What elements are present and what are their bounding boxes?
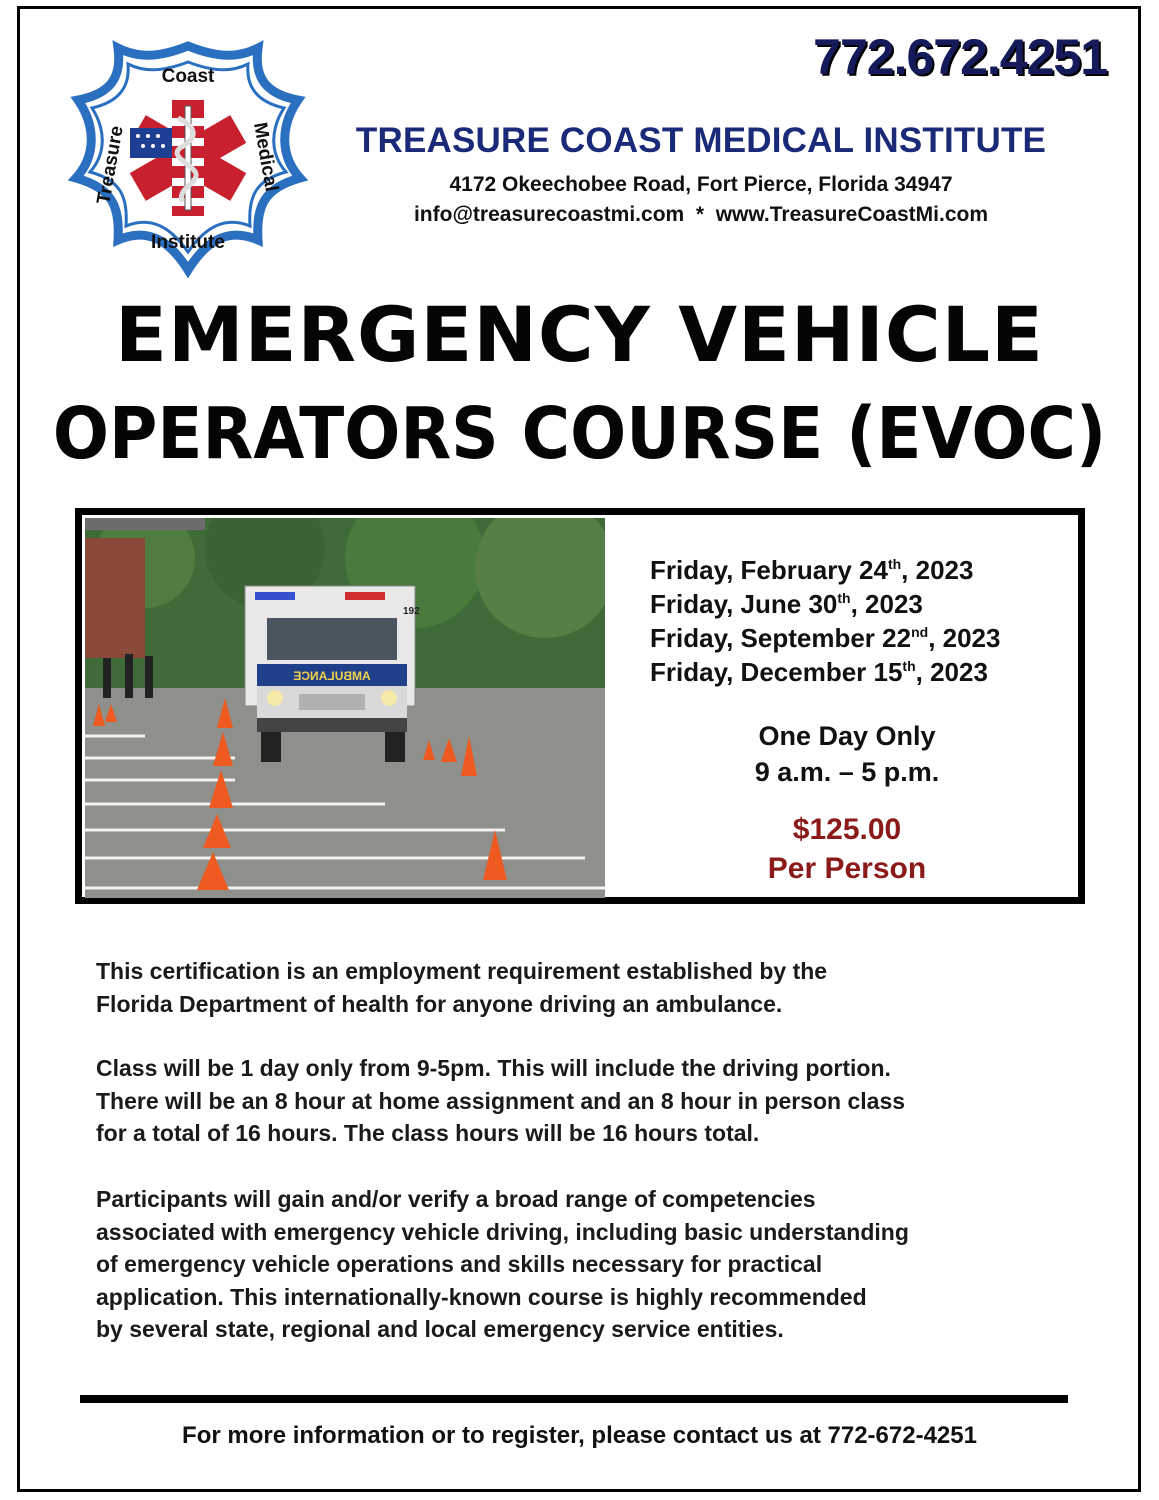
maltese-cross-logo-icon: [68, 38, 308, 278]
course-title-line2: OPERATORS COURSE (EVOC): [52, 391, 1107, 476]
paragraph-line: by several state, regional and local emergency service entities.: [96, 1316, 784, 1342]
course-price: $125.00: [792, 813, 902, 846]
course-price-unit: Per Person: [767, 852, 927, 885]
paragraph-line: Florida Department of health for anyone driving an ambulance.: [96, 990, 783, 1017]
institute-name: TREASURE COAST MEDICAL INSTITUTE: [355, 121, 1047, 160]
paragraph-line: Class will be 1 day only from 9-5pm. This will include the driving portion.: [96, 1055, 891, 1081]
paragraph-line: of emergency vehicle operations and skills necessary for practical: [96, 1251, 823, 1277]
institute-address: 4172 Okeechobee Road, Fort Pierce, Florida 34947: [449, 173, 953, 196]
ambulance-unit-number: 192: [403, 606, 420, 617]
paragraph-line: application. This internationally-known course is highly recommended: [96, 1283, 867, 1310]
course-hours: 9 a.m. – 5 p.m.: [754, 757, 940, 787]
paragraph-certification: [96, 955, 1086, 1020]
logo-word-institute: Institute: [151, 232, 225, 253]
institute-logo: [68, 38, 308, 278]
course-dates: [650, 553, 1000, 689]
ambulance-photo: [85, 518, 605, 898]
course-date-4: Friday, December 15th, 2023: [650, 657, 988, 687]
paragraph-line: associated with emergency vehicle driving, including basic understanding: [96, 1218, 909, 1245]
course-info-box: [75, 508, 1085, 904]
course-title-line1: EMERGENCY VEHICLE: [115, 290, 1044, 379]
header-phone: 772.672.4251: [813, 29, 1107, 85]
paragraph-competencies: [96, 1183, 1086, 1346]
course-date-1: Friday, February 24th, 2023: [650, 555, 974, 585]
institute-contact: info@treasurecoastmi.com * www.TreasureCoastMi.com: [413, 203, 989, 226]
course-duration: One Day Only: [758, 721, 936, 751]
paragraph-line: for a total of 16 hours. The class hours will be 16 hours total.: [96, 1120, 760, 1146]
paragraph-line: This certification is an employment requirement established by the: [96, 958, 828, 984]
logo-word-medical: Medical: [249, 120, 282, 194]
ambulance-label: AMBULANCE: [293, 669, 371, 683]
course-date-2: Friday, June 30th, 2023: [650, 589, 923, 619]
logo-word-coast: Coast: [161, 66, 215, 87]
footer-contact: For more information or to register, please contact us at 772-672-4251: [182, 1422, 977, 1449]
paragraph-line: There will be an 8 hour at home assignment and an 8 hour in person class: [96, 1087, 906, 1114]
logo-word-treasure: Treasure: [93, 124, 128, 206]
paragraph-line: Participants will gain and/or verify a broad range of competencies: [96, 1186, 816, 1212]
paragraph-class-details: [96, 1052, 1086, 1150]
course-date-3: Friday, September 22nd, 2023: [650, 623, 1001, 653]
footer-divider: [80, 1395, 1068, 1403]
